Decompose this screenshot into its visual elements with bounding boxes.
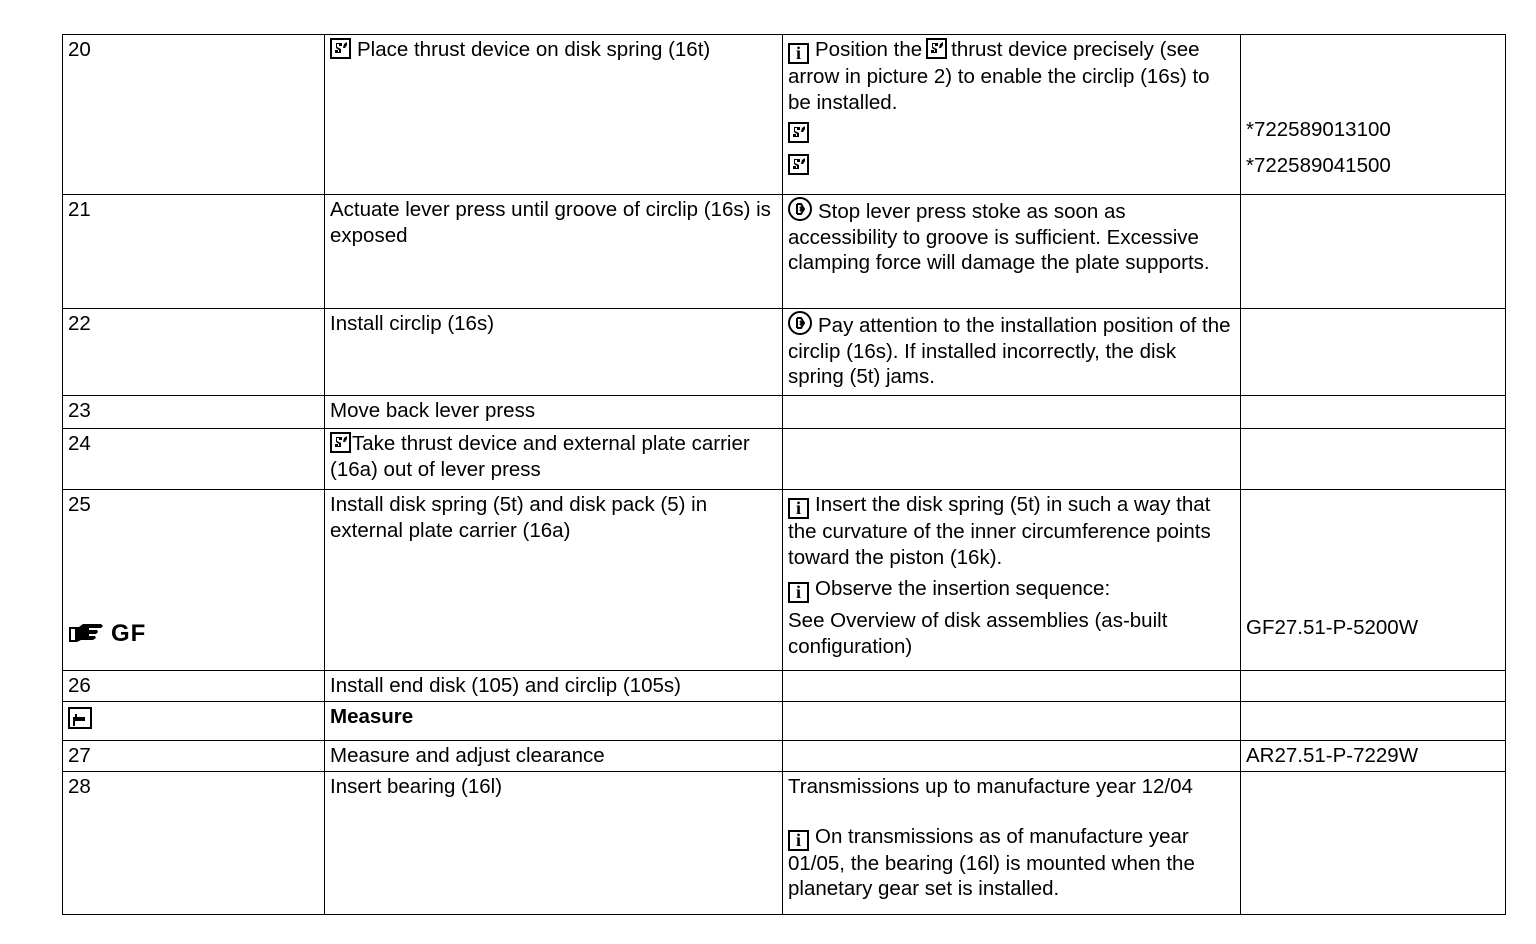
step-description: Install end disk (105) and circlip (105s) (325, 671, 783, 702)
step-notes (783, 429, 1241, 490)
table-row (63, 741, 1506, 772)
step-description: Insert bearing (16l) (325, 772, 783, 915)
caution-icon (788, 197, 812, 221)
step-number: 21 (63, 195, 325, 309)
info-icon (788, 43, 809, 64)
tool-references (1241, 309, 1506, 396)
tool-references (1241, 490, 1506, 671)
step-number-cell (63, 490, 325, 671)
tool-references (1241, 702, 1506, 741)
step-notes (783, 309, 1241, 396)
section-icon-cell (63, 702, 325, 741)
note-text: Observe the insertion sequence: (815, 577, 1111, 600)
procedure-table (62, 34, 1506, 915)
info-icon (788, 830, 809, 851)
step-notes (783, 490, 1241, 671)
step-notes (783, 741, 1241, 772)
pointing-hand-icon (67, 621, 107, 645)
tool-number: *722589013100 (1246, 118, 1391, 141)
reference-label: GF (111, 619, 147, 647)
step-description: Actuate lever press until groove of circlip (16s) is exposed (325, 195, 783, 309)
info-glyph: i (795, 498, 801, 518)
note-text: On transmissions as of manufacture year 01/05, the bearing (16l) is mounted when the planetary gear set is installed. (788, 824, 1195, 900)
step-description: Measure and adjust clearance (325, 741, 783, 772)
step-notes (783, 671, 1241, 702)
measure-icon (68, 707, 92, 729)
note-text: See Overview of disk assemblies (as-built configuration) (788, 609, 1168, 658)
special-tool-icon (788, 154, 809, 175)
tool-references (1241, 396, 1506, 429)
section-heading-row (63, 702, 1506, 741)
info-icon (788, 498, 809, 519)
step-number: 23 (63, 396, 325, 429)
special-tool-icon (788, 122, 809, 143)
step-notes (783, 195, 1241, 309)
note-text-b: thrust device precisely (see arrow in picture 2) to enable the circlip (16s) to be installed. (788, 38, 1210, 114)
step-number: 22 (63, 309, 325, 396)
step-number: 27 (63, 741, 325, 772)
table-row (63, 309, 1506, 396)
procedure-document (62, 34, 1505, 915)
tool-references (1241, 195, 1506, 309)
special-tool-icon (926, 38, 947, 59)
info-glyph: i (795, 829, 801, 850)
step-number: 24 (63, 429, 325, 490)
special-tool-icon (330, 38, 351, 59)
table-row (63, 772, 1506, 915)
step-description: Install circlip (16s) (325, 309, 783, 396)
note-text: Insert the disk spring (5t) in such a way that the curvature of the inner circumference points toward the piston (16k). (788, 493, 1211, 569)
table-row (63, 396, 1506, 429)
tool-references (1241, 772, 1506, 915)
tool-number: *722589041500 (1246, 153, 1391, 177)
step-description: Install disk spring (5t) and disk pack (5) in external plate carrier (16a) (325, 490, 783, 671)
gf-reference-marker (67, 621, 146, 647)
note-text: Stop lever press stoke as soon as accessibility to groove is sufficient. Excessive clamping force will damage the plate supports. (788, 200, 1210, 274)
tool-references (1241, 35, 1506, 195)
step-description (325, 429, 783, 490)
tool-references (1241, 671, 1506, 702)
step-notes (783, 396, 1241, 429)
step-description (325, 35, 783, 195)
step-text: Place thrust device on disk spring (16t) (357, 38, 711, 61)
step-notes (783, 772, 1241, 915)
table-row (63, 490, 1506, 671)
step-number: 26 (63, 671, 325, 702)
table-row (63, 429, 1506, 490)
step-number: 20 (63, 35, 325, 195)
note-text: Transmissions up to manufacture year 12/04 (788, 775, 1193, 798)
step-text: Take thrust device and external plate carrier (16a) out of lever press (330, 432, 750, 481)
info-icon (788, 582, 809, 603)
step-number: 28 (63, 772, 325, 915)
note-text-a: Position the (815, 38, 923, 61)
step-notes (783, 35, 1241, 195)
step-description: Move back lever press (325, 396, 783, 429)
tool-references (1241, 429, 1506, 490)
section-heading: Measure (325, 702, 783, 741)
document-reference-link[interactable]: GF27.51-P-5200W (1246, 616, 1419, 639)
special-tool-icon (330, 432, 351, 453)
table-row (63, 35, 1506, 195)
document-reference-link[interactable]: AR27.51-P-7229W (1241, 741, 1506, 772)
info-glyph: i (795, 582, 801, 602)
step-notes (783, 702, 1241, 741)
step-number: 25 (68, 493, 91, 516)
note-text: Pay attention to the installation position of the circlip (16s). If installed incorrectly, the disk spring (5t) jams. (788, 314, 1231, 388)
table-row (63, 195, 1506, 309)
table-row (63, 671, 1506, 702)
caution-icon (788, 311, 812, 335)
info-glyph: i (795, 43, 801, 63)
